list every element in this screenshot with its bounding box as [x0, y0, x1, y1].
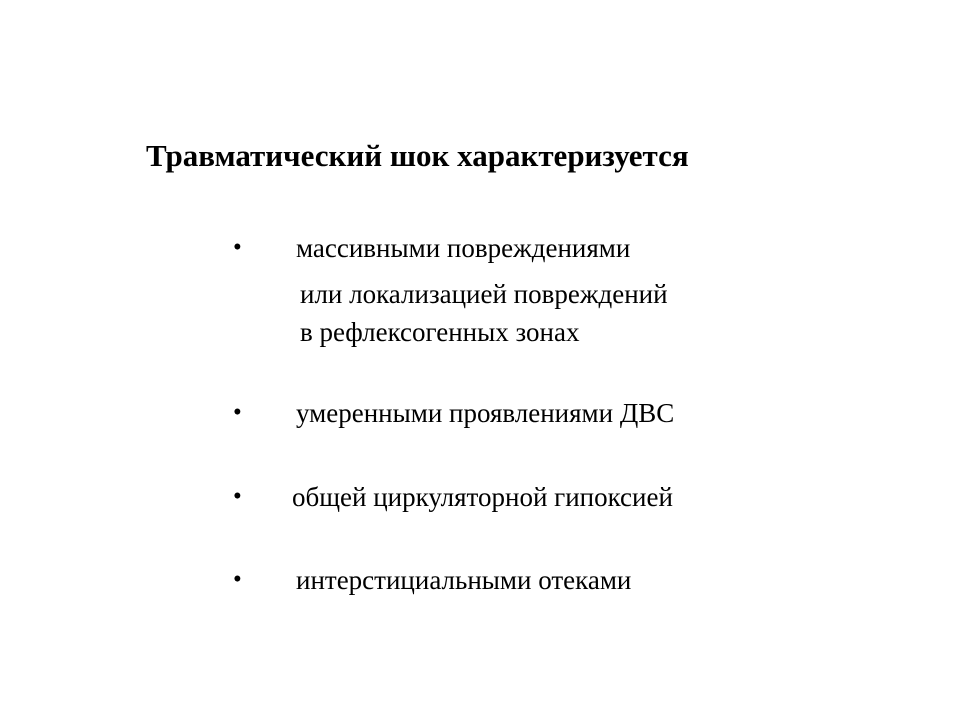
bullet-item-line: в рефлексогенных зонах — [300, 317, 580, 347]
bullet-item-text — [292, 476, 673, 518]
bullet-item-line: общей циркуляторной гипоксией — [292, 482, 673, 512]
slide-title: Травматический шок характеризуется — [146, 138, 689, 173]
bullet-item-text — [296, 559, 631, 601]
bullet-item-line: массивными повреждениями — [296, 233, 631, 263]
bullet-item-text — [296, 392, 674, 434]
bullet-item-text — [296, 227, 668, 353]
bullet-marker: • — [233, 399, 242, 426]
bullet-marker: • — [233, 483, 242, 510]
bullet-marker: • — [233, 234, 242, 261]
bullet-item-line: интерстициальными отеками — [296, 565, 632, 595]
bullet-item-line: или локализацией повреждений — [300, 279, 668, 309]
bullet-item-line: умеренными проявлениями ДВС — [296, 398, 675, 428]
bullet-marker: • — [233, 566, 242, 593]
